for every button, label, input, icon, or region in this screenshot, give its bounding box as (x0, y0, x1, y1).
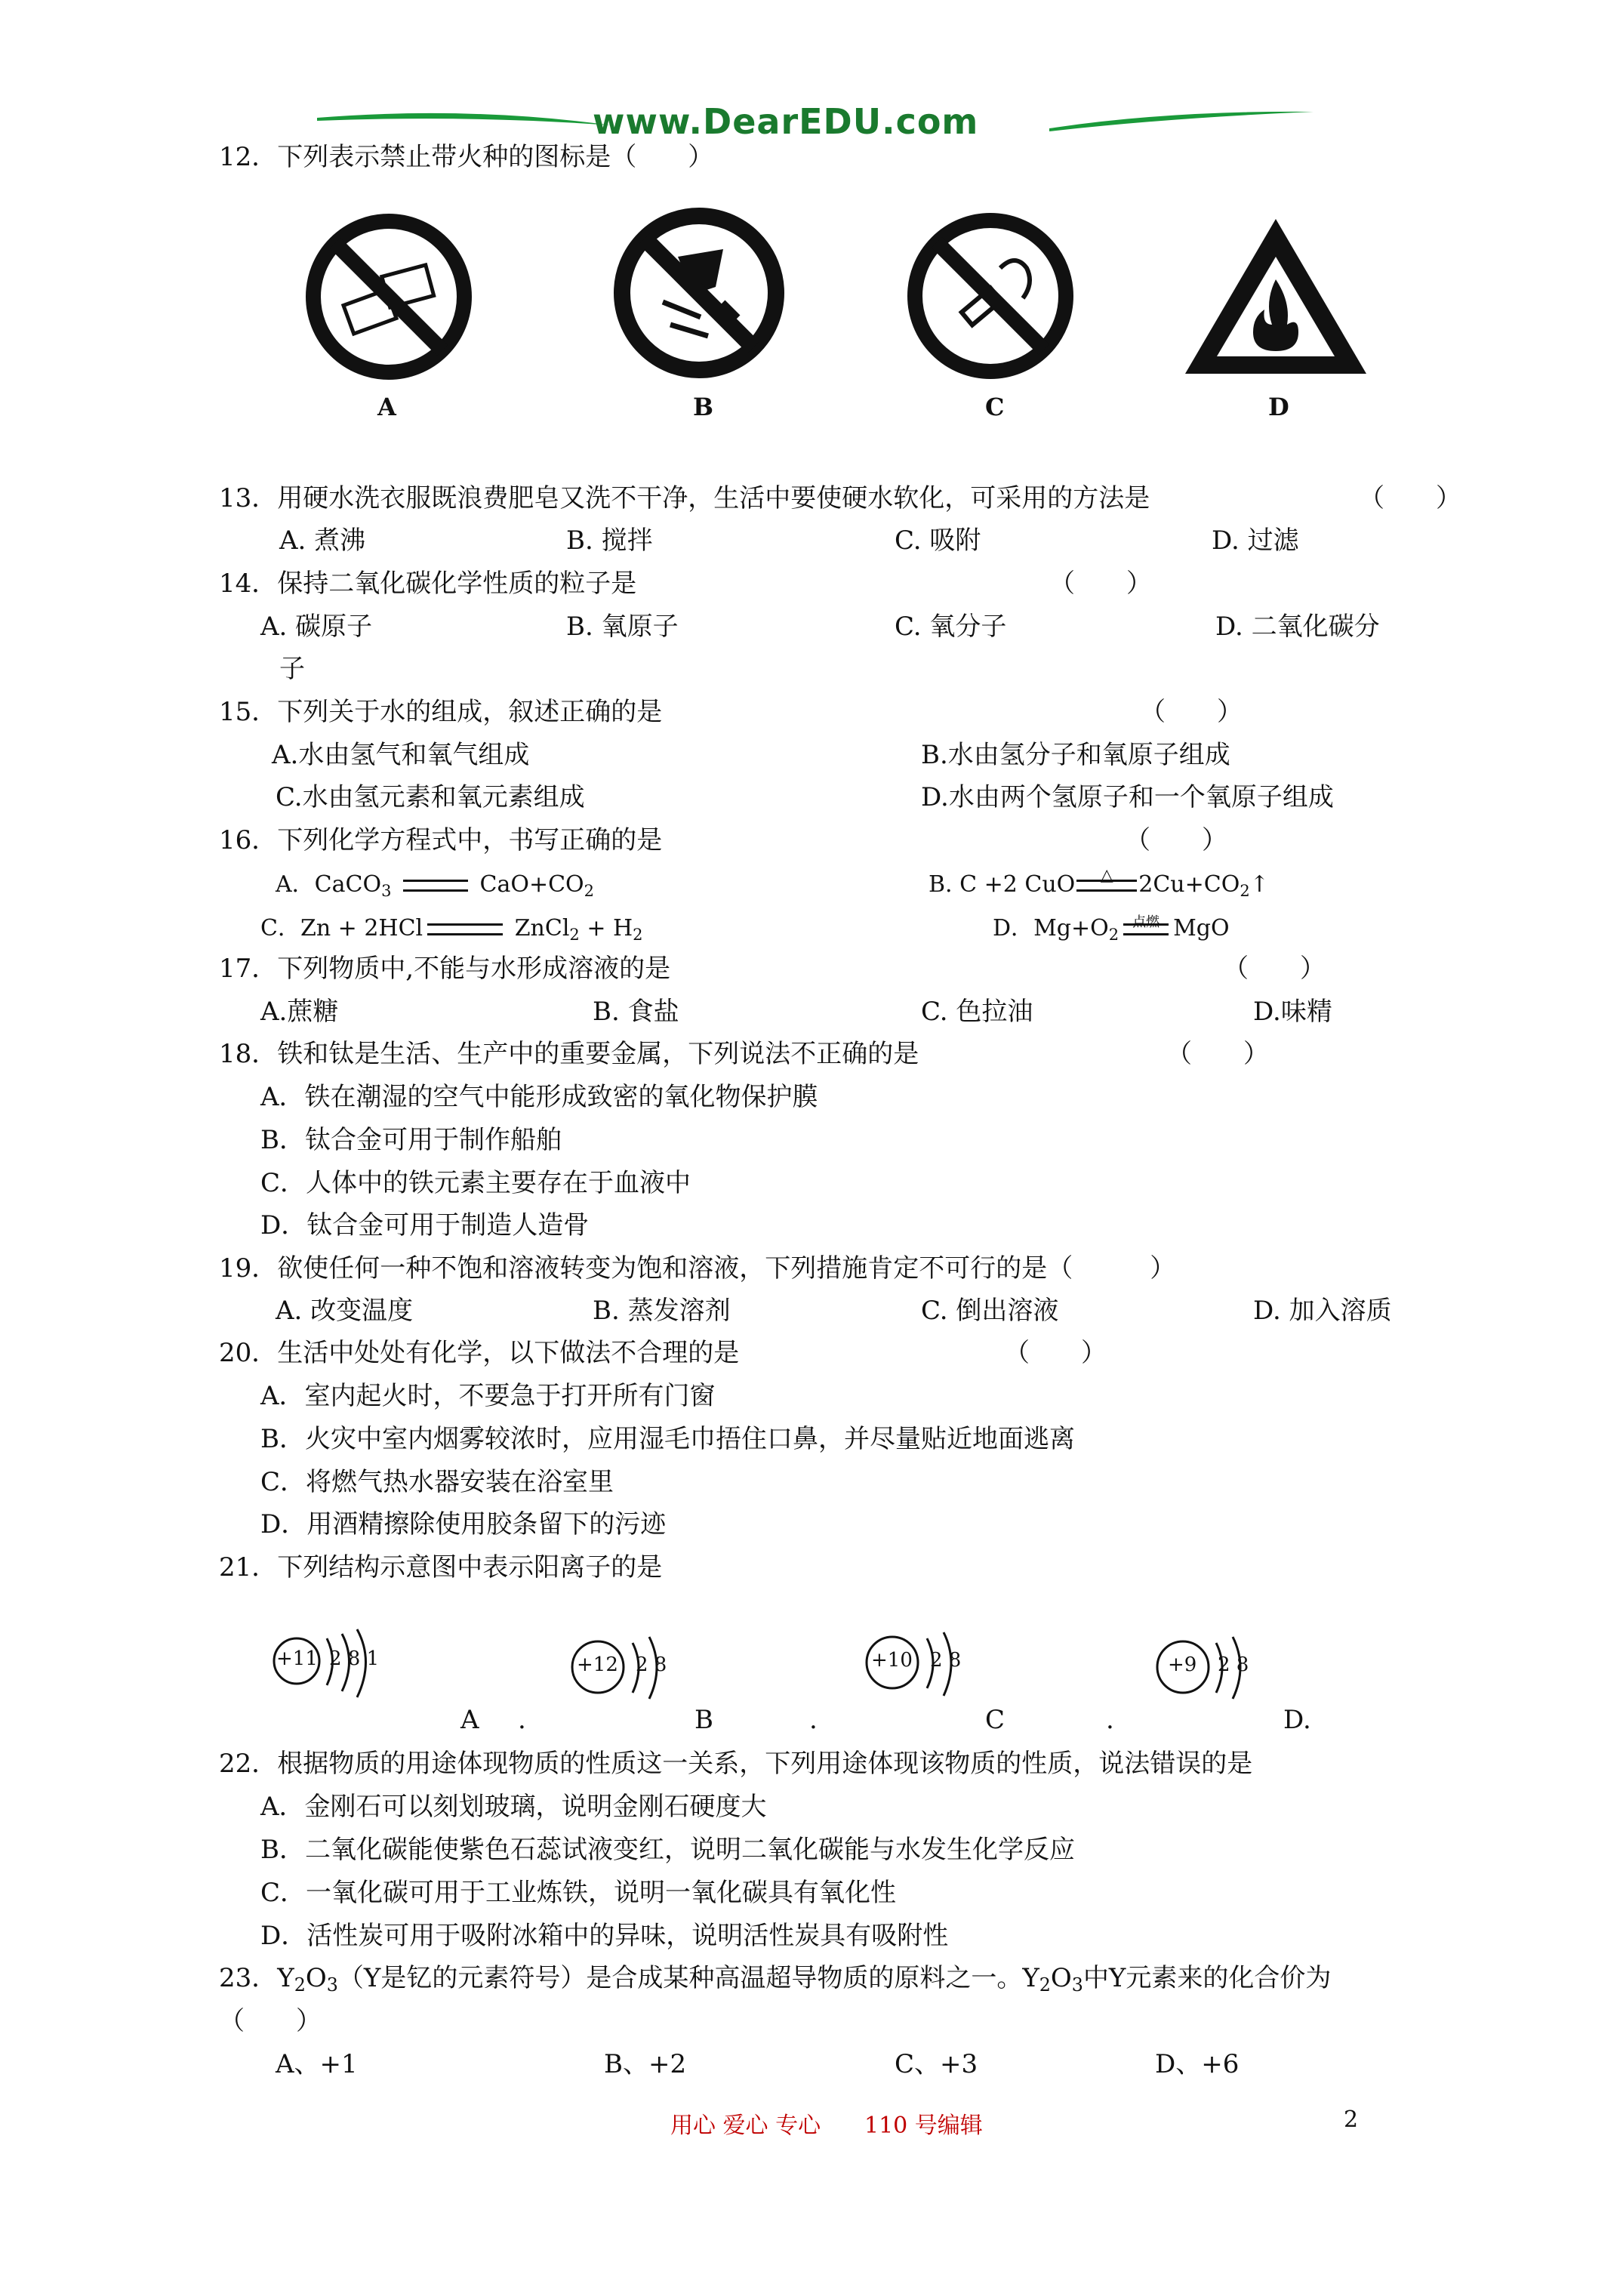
q16-d-sub: 2 (1108, 926, 1119, 944)
q13-option-c[interactable]: C. 吸附 (895, 525, 981, 556)
q16-option-d[interactable] (993, 914, 1230, 950)
q23-option-d[interactable]: D、+6 (1155, 2049, 1240, 2079)
q21-sep-3: . (1106, 1705, 1114, 1735)
header-swoosh-right (1049, 106, 1321, 136)
q16-b-equals (1076, 866, 1137, 892)
q22-option-d[interactable]: D．活性炭可用于吸附冰箱中的异味，说明活性炭具有吸附性 (260, 1921, 949, 1951)
question-14-paren: （ ） (1049, 569, 1152, 599)
q23-option-a[interactable]: A、+1 (276, 2049, 358, 2079)
q21-sep-1: . (518, 1705, 526, 1735)
q15-option-d[interactable]: D.水由两个氢原子和一个氧原子组成 (921, 782, 1334, 812)
q21-label-a[interactable]: A (460, 1705, 479, 1735)
q23-option-b[interactable]: B、+2 (604, 2049, 687, 2079)
question-17-paren: （ ） (1223, 954, 1326, 984)
question-17-stem: 17．下列物质中,不能与水形成溶液的是 (219, 954, 671, 984)
question-15-stem: 15．下列关于水的组成，叙述正确的是 (219, 697, 663, 727)
q23-mid: （Y是钇的元素符号）是合成某种高温超导物质的原料之一。 (337, 1963, 1023, 1993)
q23-sub-2b: 2 (1039, 1974, 1051, 1996)
q19-option-c[interactable]: C. 倒出溶液 (921, 1296, 1059, 1326)
q16-a-right: CaO+CO (479, 871, 584, 898)
q16-d-condition: 点燃 (1132, 914, 1160, 930)
q21-label-d[interactable]: D. (1283, 1705, 1311, 1735)
flammable-warning-icon (1178, 211, 1374, 385)
no-open-flame-icon (610, 204, 788, 382)
q16-c-left: Zn + 2HCl (300, 915, 423, 942)
atom-b-shells: 2 8 (636, 1653, 667, 1676)
atom-b-nucleus: +12 (577, 1653, 618, 1676)
atom-d-nucleus: +9 (1168, 1653, 1197, 1676)
q16-d-right: MgO (1173, 915, 1230, 942)
q18-option-c[interactable]: C．人体中的铁元素主要存在于血液中 (260, 1168, 691, 1198)
q22-option-c[interactable]: C．一氧化碳可用于工业炼铁，说明一氧化碳具有氧化性 (260, 1878, 897, 1908)
q16-c-sub2: 2 (633, 926, 643, 944)
atom-a-shells: 2 8 1 (329, 1647, 380, 1670)
question-18-paren: （ ） (1166, 1039, 1269, 1069)
q18-option-a[interactable]: A．铁在潮湿的空气中能形成致密的氧化物保护膜 (260, 1082, 818, 1112)
q22-option-a[interactable]: A．金刚石可以刻划玻璃，说明金刚石硬度大 (260, 1792, 767, 1822)
question-13-paren: （ ） (1359, 483, 1461, 513)
q16-b-sub: 2 (1240, 882, 1250, 900)
atom-c-nucleus: +10 (871, 1649, 913, 1672)
q23-formula-o: O (305, 1963, 327, 1993)
q17-option-c[interactable]: C. 色拉油 (921, 997, 1033, 1027)
atom-d-shells: 2 8 (1218, 1653, 1249, 1676)
q16-d-equals (1123, 914, 1169, 935)
footer-edit-number: 110 号编辑 (864, 2113, 983, 2139)
question-16-stem: 16．下列化学方程式中，书写正确的是 (219, 825, 663, 855)
q16-a-sub: 3 (381, 882, 392, 900)
q23-sub-2: 2 (294, 1974, 306, 1996)
q16-a-sub2: 2 (584, 882, 595, 900)
q19-option-b[interactable]: B. 蒸发溶剂 (593, 1296, 731, 1326)
q16-d-label: D． (993, 915, 1034, 942)
gas-arrow-icon: ↑ (1249, 871, 1269, 898)
q23-formula-y2: Y (1022, 1963, 1039, 1993)
q16-b-condition: △ (1100, 866, 1113, 885)
question-13-stem: 13．用硬水洗衣服既浪费肥皂又洗不干净，生活中要使硬水软化，可采用的方法是 (219, 483, 1150, 513)
q16-c-sub: 2 (569, 926, 580, 944)
page-number: 2 (1344, 2106, 1359, 2133)
q23-num: 23． (219, 1963, 278, 1993)
question-20-stem: 20．生活中处处有化学，以下做法不合理的是 (219, 1338, 740, 1368)
question-15-paren: （ ） (1140, 697, 1243, 727)
question-21-stem: 21．下列结构示意图中表示阳离子的是 (219, 1552, 663, 1583)
question-19-stem: 19．欲使任何一种不饱和溶液转变为饱和溶液，下列措施肯定不可行的是（ ） (219, 1253, 1176, 1284)
q20-option-d[interactable]: D．用酒精擦除使用胶条留下的污迹 (260, 1509, 667, 1539)
q21-sep-2: . (809, 1705, 818, 1735)
q16-option-c[interactable] (260, 914, 643, 950)
q14-option-a[interactable]: A. 碳原子 (260, 612, 373, 642)
question-14-stem: 14．保持二氧化碳化学性质的粒子是 (219, 569, 637, 599)
question-18-stem: 18．铁和钛是生活、生产中的重要金属，下列说法不正确的是 (219, 1039, 919, 1069)
q17-option-b[interactable]: B. 食盐 (593, 997, 679, 1027)
q16-option-a[interactable] (276, 870, 594, 906)
q16-b-left: C +2 CuO (959, 871, 1076, 898)
q15-option-a[interactable]: A.水由氢气和氧气组成 (272, 740, 530, 770)
question-23-stem (219, 1963, 1331, 2000)
q15-option-b[interactable]: B.水由氢分子和氧原子组成 (921, 740, 1230, 770)
q22-option-b[interactable]: B．二氧化碳能使紫色石蕊试液变红，说明二氧化碳能与水发生化学反应 (260, 1835, 1075, 1865)
q21-label-b[interactable]: B (694, 1705, 713, 1735)
q16-b-label: B. (929, 871, 953, 898)
q12-label-c: C (985, 393, 1005, 421)
q23-formula-y: Y (277, 1963, 294, 1993)
q16-c-tail: + H (579, 915, 633, 942)
q12-label-a: A (377, 393, 396, 421)
no-fireworks-icon (302, 210, 476, 384)
q16-a-label: A． (276, 871, 315, 898)
question-16-paren: （ ） (1125, 825, 1227, 855)
q19-option-a[interactable]: A. 改变温度 (276, 1296, 414, 1326)
q21-label-c[interactable]: C (985, 1705, 1006, 1735)
atom-diagram-c (861, 1623, 996, 1714)
q14-option-b[interactable]: B. 氧原子 (566, 612, 679, 642)
q23-sub-3: 3 (326, 1974, 338, 1996)
q14-option-d[interactable]: D. 二氧化碳分 (1215, 612, 1380, 642)
q13-option-d[interactable]: D. 过滤 (1212, 525, 1299, 556)
q16-b-right: 2Cu+CO (1138, 871, 1240, 898)
question-12-stem: 12．下列表示禁止带火种的图标是（ ） (219, 142, 714, 172)
q13-option-b[interactable]: B. 搅拌 (566, 525, 653, 556)
q14-option-c[interactable]: C. 氧分子 (895, 612, 1007, 642)
q20-option-b[interactable]: B．火灾中室内烟雾较浓时，应用湿毛巾捂住口鼻，并尽量贴近地面逃离 (260, 1424, 1075, 1454)
q12-label-b: B (693, 393, 714, 421)
q23-tail: 中Y元素来的化合价为 (1083, 1963, 1332, 1993)
q13-option-a[interactable]: A. 煮沸 (279, 525, 366, 556)
footer-slogan: 用心 爱心 专心 (670, 2113, 821, 2139)
question-23-paren: （ ） (219, 2006, 322, 2036)
q20-option-a[interactable]: A．室内起火时，不要急于打开所有门窗 (260, 1381, 716, 1411)
q16-a-equals (403, 880, 468, 892)
q17-option-a[interactable]: A.蔗糖 (260, 997, 339, 1027)
atom-a-nucleus: +11 (276, 1647, 318, 1670)
q23-formula-o2: O (1050, 1963, 1072, 1993)
q14-option-d-wrap: 子 (279, 654, 305, 684)
header-site-name[interactable]: www.DearEDU.com (593, 101, 979, 142)
q15-option-c[interactable]: C.水由氢元素和氧元素组成 (276, 782, 585, 812)
question-22-stem: 22．根据物质的用途体现物质的性质这一关系，下列用途体现该物质的性质，说法错误的是 (219, 1749, 1253, 1779)
atom-diagram-d (1151, 1623, 1287, 1714)
q16-d-left: Mg+O (1033, 915, 1109, 942)
atom-c-shells: 2 8 (930, 1649, 962, 1672)
q16-option-b[interactable] (929, 866, 1269, 906)
q16-c-right: ZnCl (514, 915, 570, 942)
atom-diagram-a (270, 1623, 406, 1706)
q23-sub-3b: 3 (1071, 1974, 1083, 1996)
q18-option-d[interactable]: D．钛合金可用于制造人造骨 (260, 1210, 590, 1240)
q18-option-b[interactable]: B．钛合金可用于制作船舶 (260, 1125, 562, 1155)
q16-c-equals (427, 923, 503, 935)
q19-option-d[interactable]: D. 加入溶质 (1253, 1296, 1392, 1326)
question-20-paren: （ ） (1004, 1338, 1107, 1368)
q12-label-d: D (1268, 393, 1289, 421)
no-smoking-icon (902, 208, 1079, 384)
q16-c-label: C． (260, 915, 300, 942)
atom-diagram-b (566, 1623, 702, 1714)
q20-option-c[interactable]: C．将燃气热水器安装在浴室里 (260, 1467, 614, 1497)
q16-a-left: CaCO (314, 871, 382, 898)
q17-option-d[interactable]: D.味精 (1253, 997, 1332, 1027)
q23-option-c[interactable]: C、+3 (895, 2049, 978, 2079)
header-swoosh-left (317, 106, 619, 136)
